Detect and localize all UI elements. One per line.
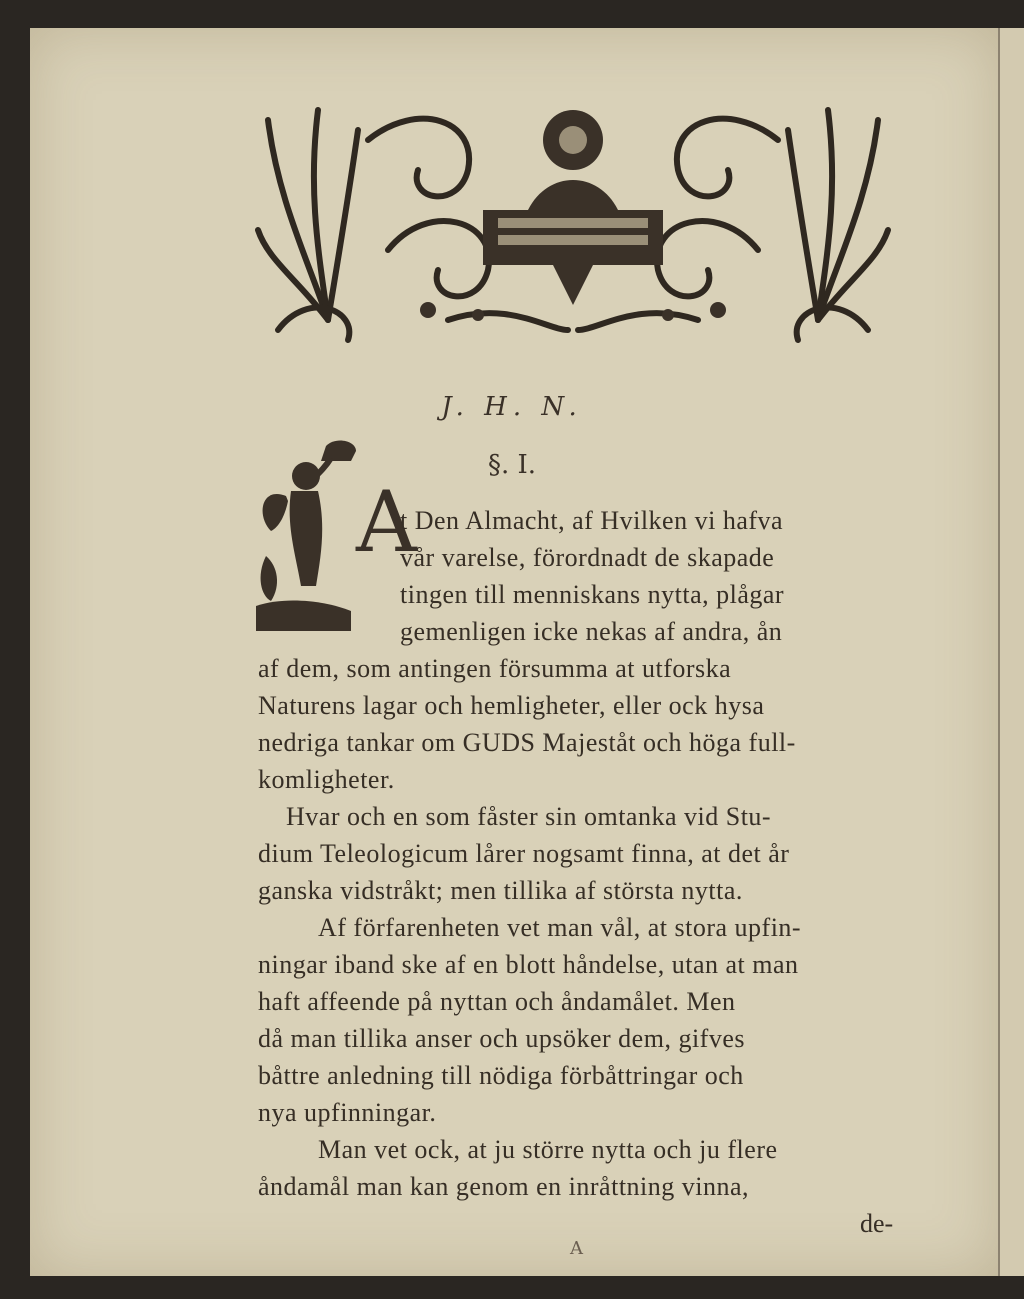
drop-capital: A <box>356 473 417 571</box>
text-line: ningar iband ske af en blott håndelse, utan at man <box>258 950 799 979</box>
text-line: Af förfarenheten vet man vål, at stora upfin- <box>318 913 802 942</box>
text-line: Man vet ock, at ju större nytta och ju flere <box>318 1135 778 1164</box>
text-line: nedriga tankar om GUDS Majeståt och höga full- <box>258 728 796 757</box>
signature-mark: A <box>570 1238 583 1259</box>
text-line: gemenligen icke nekas af andra, ån <box>400 617 783 646</box>
catchword: de- <box>860 1209 894 1238</box>
text-line: haft affeende på nyttan och åndamålet. Men <box>258 987 736 1016</box>
text-line: af dem, som antingen försumma at utforska <box>258 654 732 683</box>
text-line: ganska vidstråkt; men tillika af största nytta. <box>258 876 743 905</box>
text-line: komligheter. <box>258 765 395 794</box>
adjacent-page-edge <box>998 28 1024 1276</box>
text-line: nya upfinningar. <box>258 1098 437 1127</box>
text-line: båttre anledning till nödiga förbåttringar och <box>258 1061 744 1090</box>
text-line: dium Teleologicum lårer nogsamt finna, at det år <box>258 839 790 868</box>
text-line: åndamål man kan genom en inråttning vinna, <box>258 1172 750 1201</box>
section-number: §. I. <box>487 450 537 480</box>
cherub-illustration <box>256 436 356 636</box>
text-line: då man tillika anser och upsöker dem, gifves <box>258 1024 745 1053</box>
text-line: tingen till menniskans nytta, plågar <box>400 580 785 609</box>
author-initials: J. H. N. <box>441 392 583 422</box>
ornamental-headpiece <box>248 80 898 350</box>
text-line: vår varelse, förordnadt de skapade <box>400 543 775 572</box>
text-line: t Den Almacht, af Hvilken vi hafva <box>400 506 784 535</box>
text-line: Hvar och en som fåster sin omtanka vid Stu- <box>286 802 772 831</box>
text-line: Naturens lagar och hemligheter, eller ock hysa <box>258 691 765 720</box>
